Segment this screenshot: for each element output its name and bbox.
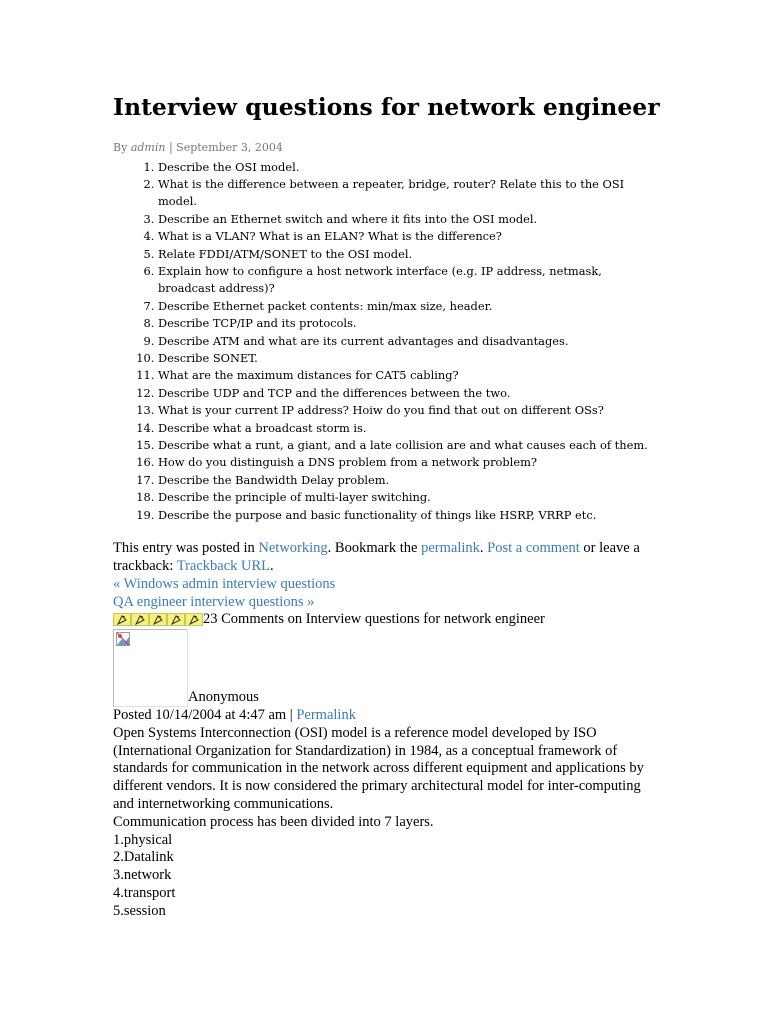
- list-item: 5. Relate FDDI/ATM/SONET to the OSI model.: [158, 246, 658, 263]
- post-title: Interview questions for network engineer: [113, 93, 660, 121]
- rating-star-icon[interactable]: [185, 613, 203, 626]
- comment-permalink[interactable]: Permalink: [296, 707, 356, 723]
- list-item: 1. Describe the OSI model.: [158, 159, 658, 176]
- rating-star-icon[interactable]: [113, 613, 131, 626]
- comment-line: 5.session: [113, 902, 166, 919]
- list-item: 18. Describe the principle of multi-layer switching.: [158, 489, 658, 506]
- rating-stars: [113, 613, 203, 626]
- entry-footer-text: .: [479, 540, 488, 556]
- question-list: [113, 159, 658, 525]
- list-item: 7. Describe Ethernet packet contents: min/max size, header.: [158, 298, 658, 315]
- list-item: 6. Explain how to configure a host network interface (e.g. IP address, netmask, broadcast address)?: [158, 263, 658, 298]
- category-link[interactable]: Networking: [258, 540, 328, 556]
- list-item: 17. Describe the Bandwidth Delay problem.: [158, 472, 658, 489]
- comment-meta: [113, 707, 658, 725]
- entry-footer-text: .: [270, 557, 274, 574]
- comment-line: 3.network: [113, 867, 172, 884]
- comments-heading-row: [113, 611, 658, 629]
- permalink-link[interactable]: permalink: [421, 540, 480, 556]
- comment-line: 1.physical: [113, 831, 173, 848]
- comment-line: 2.Datalink: [113, 849, 174, 866]
- list-item: 4. What is a VLAN? What is an ELAN? What is the difference?: [158, 228, 658, 245]
- list-item: 3. Describe an Ethernet switch and where it fits into the OSI model.: [158, 211, 658, 228]
- comment-author: Anonymous: [188, 689, 259, 706]
- entry-footer: [113, 540, 658, 576]
- list-item: 19. Describe the purpose and basic functionality of things like HSRP, VRRP etc.: [158, 507, 658, 524]
- list-item: 15. Describe what a runt, a giant, and a late collision are and what causes each of them.: [158, 437, 658, 454]
- post-comment-link[interactable]: Post a comment: [487, 540, 580, 556]
- list-item: 2. What is the difference between a repeater, bridge, router? Relate this to the OSI model.: [158, 176, 658, 211]
- meta-date: September 3, 2004: [176, 141, 283, 154]
- entry-footer-text: . Bookmark the: [327, 540, 422, 556]
- broken-image-icon: [116, 632, 130, 646]
- meta-author[interactable]: admin: [130, 141, 166, 154]
- previous-post-link[interactable]: « Windows admin interview questions: [113, 576, 336, 592]
- avatar: [113, 629, 188, 707]
- list-item: 16. How do you distinguish a DNS problem from a network problem?: [158, 454, 658, 471]
- post-meta: [113, 141, 283, 155]
- comment-posted: Posted 10/14/2004 at 4:47 am |: [113, 707, 297, 723]
- comment-author-row: [113, 629, 658, 707]
- comment-line: 4.transport: [113, 884, 176, 901]
- entry-footer-text: or leave a trackback:: [113, 540, 640, 574]
- comment-paragraph: Open Systems Interconnection (OSI) model is a reference model developed by ISO (International Organization for Standardization) in 1984, as a conceptual framework of standards for communication in the network across different equipment and applications by different vendors. It is now considered the primary architectural model for inter-computing and internetworking communications.: [113, 724, 644, 812]
- comment-line: Communication process has been divided into 7 layers.: [113, 813, 434, 830]
- list-item: 8. Describe TCP/IP and its protocols.: [158, 315, 658, 332]
- list-item: 14. Describe what a broadcast storm is.: [158, 420, 658, 437]
- list-item: 13. What is your current IP address? Hoiw do you find that out on different OSs?: [158, 402, 658, 419]
- next-post-link[interactable]: QA engineer interview questions »: [113, 593, 315, 610]
- comment-body: [113, 725, 658, 921]
- comments-heading: 23 Comments on Interview questions for network engineer: [203, 611, 545, 627]
- list-item: 12. Describe UDP and TCP and the differences between the two.: [158, 385, 658, 402]
- meta-separator: |: [168, 141, 173, 154]
- list-item: 9. Describe ATM and what are its current advantages and disadvantages.: [158, 333, 658, 350]
- trackback-link[interactable]: Trackback URL: [176, 557, 271, 574]
- rating-star-icon[interactable]: [167, 613, 185, 626]
- comment: [113, 629, 658, 921]
- rating-star-icon[interactable]: [149, 613, 167, 626]
- rating-star-icon[interactable]: [131, 613, 149, 626]
- meta-by: By: [113, 141, 128, 154]
- post-navigation: [113, 576, 658, 612]
- entry-footer-text: This entry was posted in: [113, 540, 259, 556]
- list-item: 10. Describe SONET.: [158, 350, 658, 367]
- list-item: 11. What are the maximum distances for CAT5 cabling?: [158, 367, 658, 384]
